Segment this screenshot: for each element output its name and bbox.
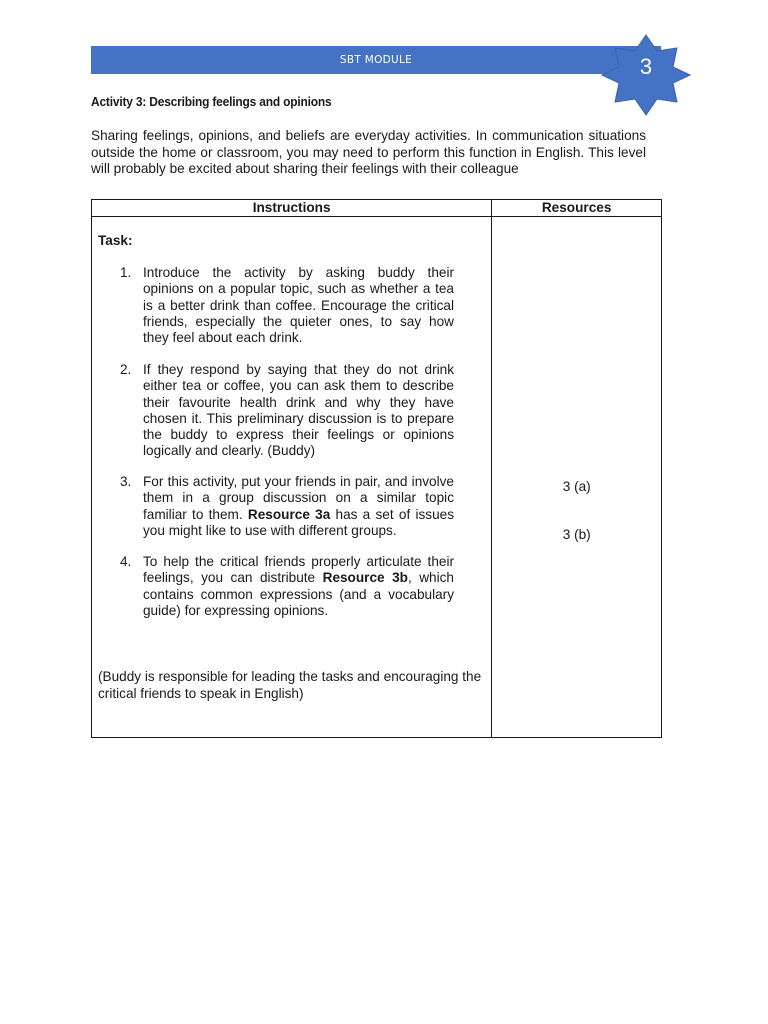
item-number: 4. [120,554,132,569]
instructions-cell [92,217,492,738]
item-text [143,474,454,539]
activity-title: Activity 3: Describing feelings and opinions [91,94,332,109]
module-header-bar [91,46,661,74]
resources-cell [492,217,662,738]
item-text [143,554,454,619]
activity-table [91,199,662,738]
item-text-before: To help the critical friends properly articulate their feelings, you can distribute [143,554,454,586]
module-title: SBT MODULE [339,54,413,66]
table-body-row [92,217,662,738]
intro-paragraph: Sharing feelings, opinions, and beliefs are everyday activities. In communication situations outside the home or classroom, you may need to perform this function in English. This level will probably be excited about sharing their feelings with their colleague [91,128,646,177]
chapter-badge [601,34,691,116]
resource-3a-label: 3 (a) [562,479,591,494]
item-number: 2. [120,362,132,377]
item-text-before: For this activity, put your friends in pair, and involve them in a group discussion on a similar topic familiar to them. [143,474,454,522]
closing-note: (Buddy is responsible for leading the tasks and encouraging the critical friends to speak in English) [98,669,482,701]
resource-3b-label: 3 (b) [562,527,591,542]
item-text-after: , which contains common expressions (and a vocabulary guide) for expressing opinions. [143,570,454,618]
item-number: 1. [120,265,132,280]
instructions-header: Instructions [92,200,492,217]
resources-header: Resources [492,200,662,217]
resource-3a-ref: Resource 3a [247,506,331,522]
table-header-row [92,200,662,217]
item-text: Introduce the activity by asking buddy their opinions on a popular topic, such as whether a tea is a better drink than coffee. Encourage the critical friends, especially the quieter ones, to say how they feel about each drink. [143,265,454,346]
item-text: If they respond by saying that they do not drink either tea or coffee, you can ask them to describe their favourite health drink and why they have chosen it. This preliminary discussion is to prepare the buddy to express their feelings or opinions logically and clearly. (Buddy) [143,362,454,459]
item-number: 3. [120,474,132,489]
resource-3b-ref: Resource 3b [322,570,408,586]
item-text-after: has a set of issues you might like to use with different groups. [143,506,455,538]
chapter-number: 3 [639,54,653,79]
task-label: Task: [98,233,133,248]
